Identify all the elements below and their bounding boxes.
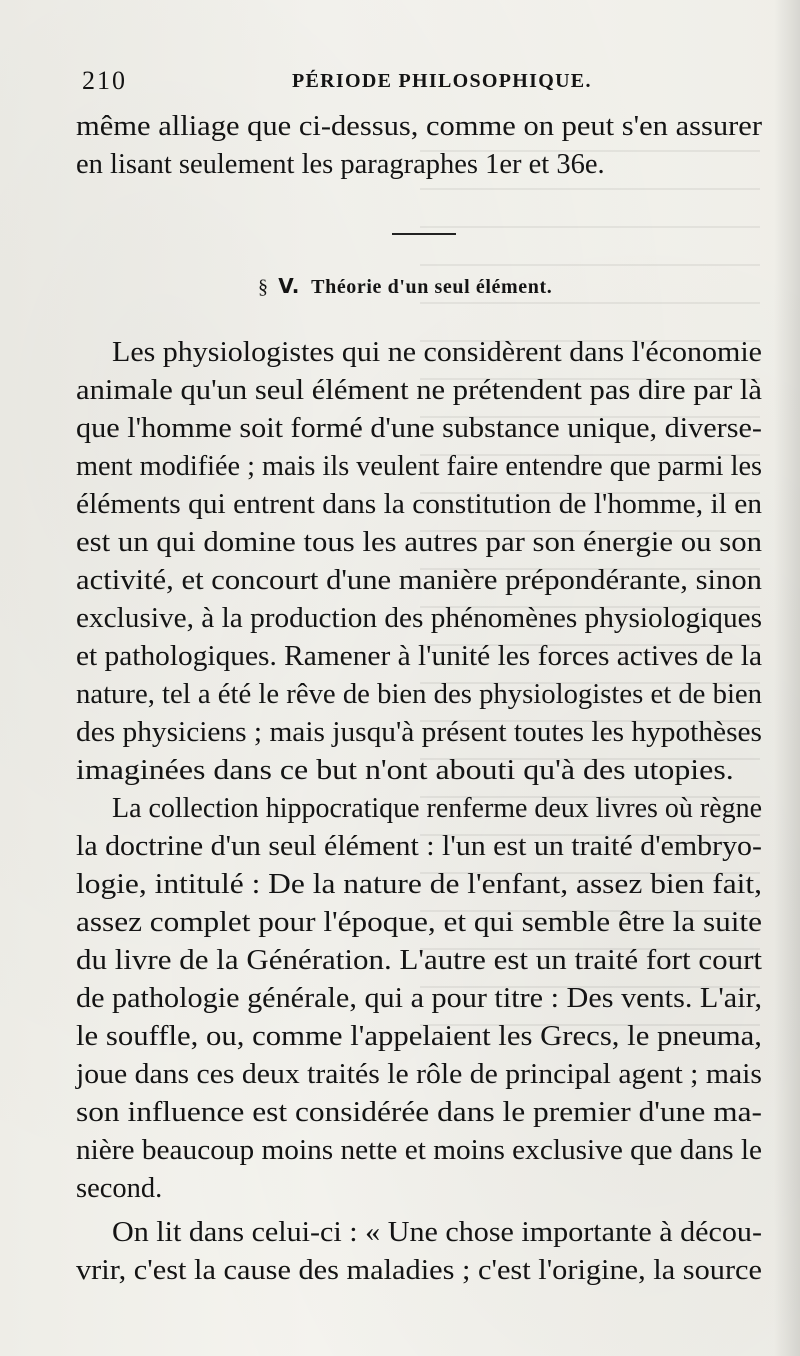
- section-title: Théorie d'un seul élément.: [311, 276, 553, 298]
- page-number: 210: [82, 66, 127, 95]
- text-line: activité, et concourt d'une manière prépondérante, sinon: [76, 565, 762, 596]
- text-line: second.: [76, 1173, 163, 1204]
- text-line: ment modifiée ; mais ils veulent faire entendre que parmi les: [76, 451, 762, 482]
- text-line: assez complet pour l'époque, et qui semble être la suite: [76, 907, 762, 938]
- text-line: animale qu'un seul élément ne prétendent pas dire par là: [76, 375, 762, 406]
- text-line: de pathologie générale, qui a pour titre : Des vents. L'air,: [76, 983, 762, 1014]
- text-line: La collection hippocratique renferme deux livres où règne: [112, 793, 762, 824]
- text-line: exclusive, à la production des phénomènes physiologiques: [76, 603, 762, 634]
- section-symbol: §: [258, 276, 269, 298]
- text-line: nature, tel a été le rêve de bien des physiologistes et de bien: [76, 679, 762, 710]
- separator-rule: [392, 233, 456, 235]
- text-line: éléments qui entrent dans la constitution de l'homme, il en: [76, 489, 762, 520]
- page-edge-shadow: [774, 0, 800, 1356]
- text-line: imaginées dans ce but n'ont abouti qu'à des utopies.: [76, 755, 734, 786]
- page-header: [82, 66, 762, 100]
- text-line: des physiciens ; mais jusqu'à présent toutes les hypothèses: [76, 717, 762, 748]
- text-line: la doctrine d'un seul élément : l'un est un traité d'embryo-: [76, 831, 762, 862]
- text-line: On lit dans celui-ci : « Une chose importante à décou-: [112, 1217, 762, 1248]
- text-line: son influence est considérée dans le premier d'une ma-: [76, 1097, 762, 1128]
- text-line: le souffle, ou, comme l'appelaient les Grecs, le pneuma,: [76, 1021, 762, 1052]
- text-line: vrir, c'est la cause des maladies ; c'est l'origine, la source: [76, 1255, 762, 1286]
- text-line: est un qui domine tous les autres par son énergie ou son: [76, 527, 762, 558]
- text-line: joue dans ces deux traités le rôle de principal agent ; mais: [76, 1059, 762, 1090]
- text-line: nière beaucoup moins nette et moins exclusive que dans le: [76, 1135, 762, 1166]
- text-line: Les physiologistes qui ne considèrent dans l'économie: [112, 337, 762, 368]
- text-line: que l'homme soit formé d'une substance unique, diverse-: [76, 413, 762, 444]
- section-heading: [258, 274, 552, 299]
- text-line: en lisant seulement les paragraphes 1er et 36e.: [76, 149, 605, 180]
- section-number: V.: [278, 274, 300, 298]
- text-line: et pathologiques. Ramener à l'unité les forces actives de la: [76, 641, 762, 672]
- text-line: logie, intitulé : De la nature de l'enfant, assez bien fait,: [76, 869, 762, 900]
- running-head: PÉRIODE PHILOSOPHIQUE.: [292, 70, 592, 92]
- text-line: même alliage que ci-dessus, comme on peut s'en assurer: [76, 111, 762, 142]
- text-line: du livre de la Génération. L'autre est un traité fort court: [76, 945, 762, 976]
